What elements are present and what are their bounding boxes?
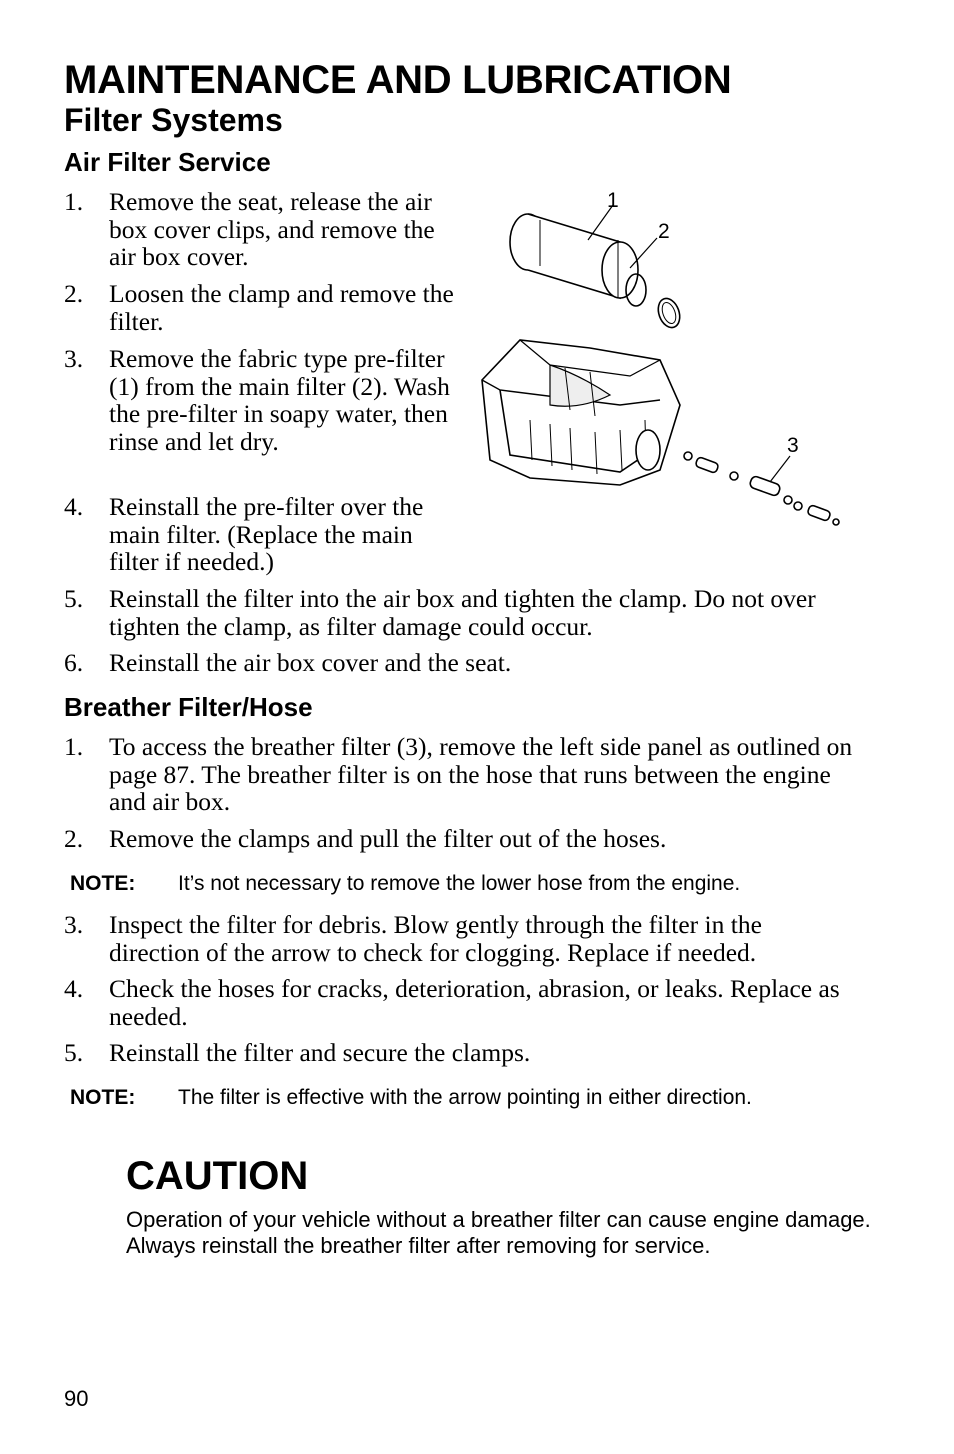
hose-clamp: [654, 295, 683, 330]
list-item: [64, 733, 854, 816]
step-number: 3.: [64, 910, 84, 939]
step-text: To access the breather filter (3), remove the left side panel as outlined on page 87. The breather filter is on the hose that runs between the engine and air box.: [109, 732, 853, 816]
note-label: NOTE:: [70, 1086, 136, 1109]
note-text: The filter is effective with the arrow pointing in either direction.: [178, 1086, 752, 1109]
list-item: [64, 188, 464, 271]
step-number: 5.: [64, 584, 84, 613]
step-text: Reinstall the pre-filter over the main filter. (Replace the main filter if needed.): [109, 492, 424, 576]
step-number: 2.: [64, 824, 84, 853]
caution-text: Operation of your vehicle without a breather filter can cause engine damage. Always reinstall the breather filter after removing for service.: [126, 1207, 871, 1258]
step-number: 4.: [64, 492, 84, 521]
air-filter-heading: Air Filter Service: [64, 147, 271, 177]
list-item: [64, 585, 854, 640]
air-box-illustration: [470, 180, 850, 540]
callout-3: 3: [787, 434, 799, 457]
list-item: [64, 649, 854, 677]
air-box-port: [636, 430, 660, 470]
section-title: Filter Systems: [64, 102, 283, 138]
page-number: 90: [64, 1386, 89, 1411]
step-number: 1.: [64, 187, 84, 216]
note-label: NOTE:: [70, 872, 136, 895]
list-item: [64, 975, 854, 1030]
step-text: Remove the seat, release the air box cover clips, and remove the air box cover.: [109, 187, 435, 271]
breather-fitting: [684, 452, 692, 460]
caution-title: CAUTION: [126, 1154, 309, 1198]
breather-heading: Breather Filter/Hose: [64, 692, 313, 722]
callout-2: 2: [658, 220, 670, 243]
list-item: [64, 345, 464, 455]
chapter-title: MAINTENANCE AND LUBRICATION: [64, 58, 732, 102]
breather-hose-upper: [695, 457, 719, 474]
breather-filter: [749, 475, 781, 497]
list-item: [64, 493, 464, 576]
step-number: 2.: [64, 279, 84, 308]
breather-hose-lower: [807, 505, 831, 522]
step-text: Reinstall the air box cover and the seat.: [109, 648, 512, 677]
step-number: 1.: [64, 732, 84, 761]
note: [70, 1086, 770, 1110]
step-text: Inspect the filter for debris. Blow gently through the filter in the direction of the arrow to check for clogging. Replace if needed.: [109, 910, 762, 967]
step-number: 6.: [64, 648, 84, 677]
step-text: Check the hoses for cracks, deterioration, abrasion, or leaks. Replace as needed.: [109, 974, 840, 1031]
list-item: [64, 1039, 854, 1067]
filter-outlet: [602, 242, 638, 298]
step-text: Remove the fabric type pre-filter (1) from the main filter (2). Wash the pre-filter in soapy water, then rinse and let dry.: [109, 344, 450, 456]
callout-line-3: [770, 456, 790, 482]
step-text: Loosen the clamp and remove the filter.: [109, 279, 454, 336]
note-text: It’s not necessary to remove the lower hose from the engine.: [178, 872, 741, 895]
list-item: [64, 280, 464, 335]
step-text: Reinstall the filter and secure the clamps.: [109, 1038, 531, 1067]
air-box-drawing: [470, 180, 850, 540]
list-item: [64, 911, 854, 966]
note: [70, 872, 870, 896]
step-text: Remove the clamps and pull the filter out of the hoses.: [109, 824, 667, 853]
step-text: Reinstall the filter into the air box and tighten the clamp. Do not over tighten the clamp, as filter damage could occur.: [109, 584, 816, 641]
list-item: [64, 825, 854, 853]
step-number: 5.: [64, 1038, 84, 1067]
step-number: 3.: [64, 344, 84, 373]
step-number: 4.: [64, 974, 84, 1003]
callout-1: 1: [607, 189, 619, 212]
